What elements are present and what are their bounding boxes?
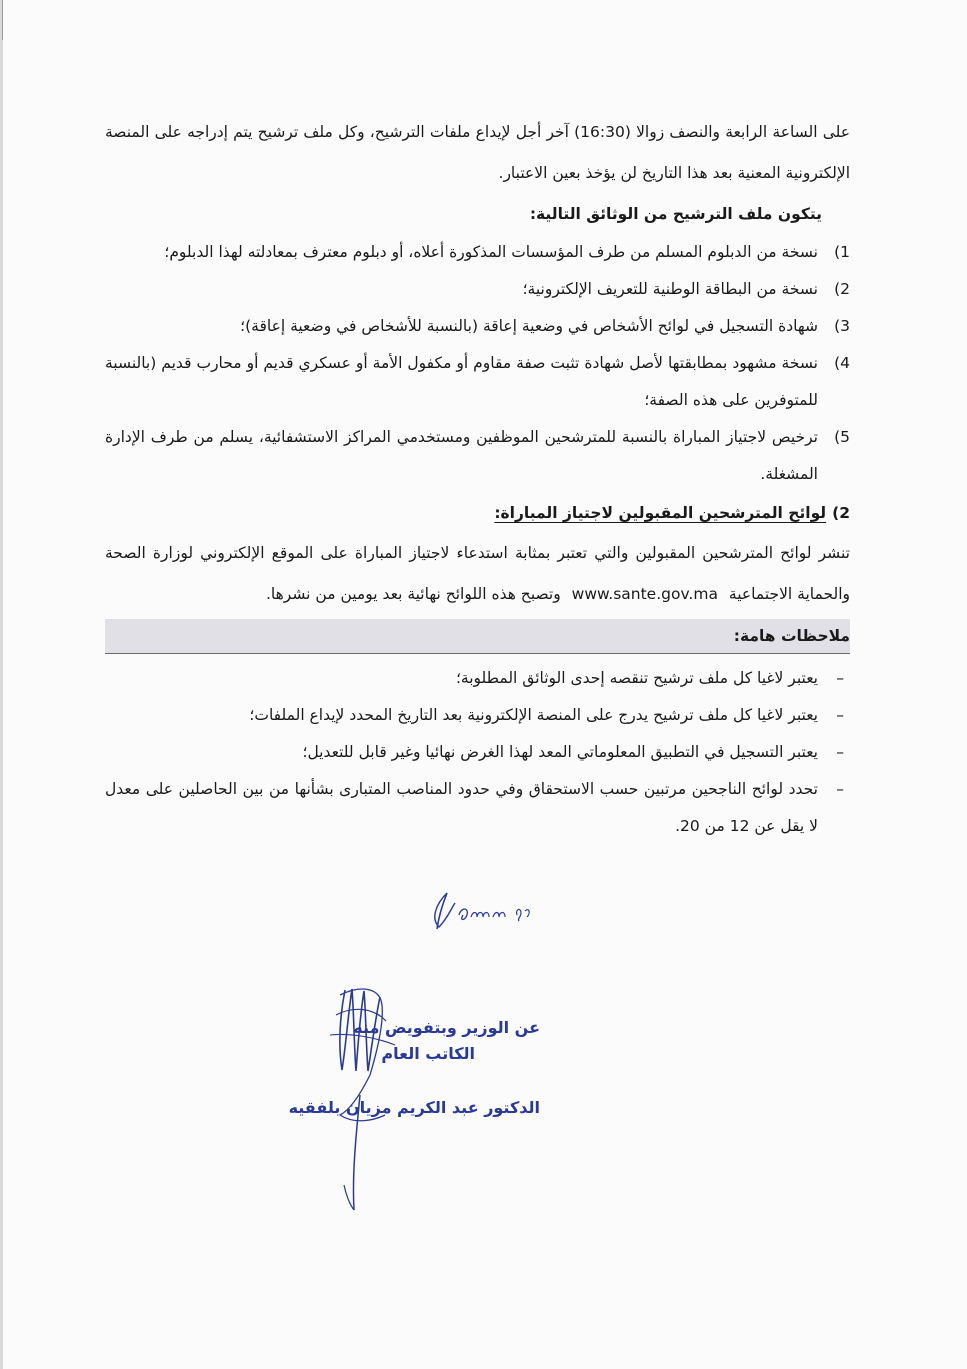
item-number: 2) [834, 280, 850, 298]
publication-paragraph [105, 533, 850, 615]
section-title-text: لوائح المترشحين المقبولين لاجتياز المباراة: [494, 504, 827, 522]
signature-role: الكاتب العام [381, 1044, 475, 1063]
list-item [105, 771, 850, 845]
documents-list [105, 234, 850, 493]
item-text: نسخة من الدبلوم المسلم من طرف المؤسسات المذكورة أعلاه، أو دبلوم معترف بمعادلته لهذا الدبلوم؛ [164, 243, 818, 261]
lists-section-title [105, 493, 850, 533]
list-item [105, 271, 850, 308]
publication-text-end: وتصبح هذه اللوائح نهائية بعد يومين من نشرها. [265, 585, 561, 603]
note-text: يعتبر لاغيا كل ملف ترشيح تنقصه إحدى الوثائق المطلوبة؛ [455, 669, 818, 687]
handwritten-signature [300, 975, 410, 1220]
documents-heading: يتكون ملف الترشيح من الوثائق التالية: [529, 205, 822, 223]
note-text: تحدد لوائح الناجحين مرتبين حسب الاستحقاق وفي حدود المناصب المتبارى بشأنها من بين الحاصلين على معدل لا يقل عن 12 من 20. [105, 780, 818, 835]
note-text: يعتبر لاغيا كل ملف ترشيح يدرج على المنصة الإلكترونية بعد التاريخ المحدد لإيداع الملفات؛ [249, 706, 818, 724]
list-item [105, 660, 850, 697]
list-item [105, 234, 850, 271]
dash-bullet: – [836, 743, 844, 761]
handwritten-initials [425, 885, 545, 935]
item-number: 1) [834, 243, 850, 261]
ministry-url: www.sante.gov.ma [571, 585, 718, 603]
item-text: ترخيص لاجتياز المباراة بالنسبة للمترشحين الموظفين ومستخدمي المراكز الاستشفائية، يسلم من طرف الإدارة المشغلة. [105, 428, 818, 483]
list-item [105, 734, 850, 771]
list-item [105, 345, 850, 419]
item-number: 3) [834, 317, 850, 335]
notes-heading: ملاحظات هامة: [105, 619, 850, 654]
intro-paragraph: على الساعة الرابعة والنصف زوالا (16:30) آخر أجل لإيداع ملفات الترشيح، وكل ملف ترشيح يتم إدراجه على المنصة الإلكترونية المعنية بعد هذا التاريخ لن يؤخذ بعين الاعتبار. [105, 123, 851, 182]
dash-bullet: – [836, 669, 844, 687]
signature-title: عن الوزير وبتفويض منه [353, 1018, 540, 1037]
list-item [105, 697, 850, 734]
item-text: نسخة من البطاقة الوطنية للتعريف الإلكترونية؛ [522, 280, 818, 298]
list-item [105, 308, 850, 345]
scan-edge-mark [2, 0, 3, 40]
dash-bullet: – [836, 706, 844, 724]
publication-text: تنشر لوائح المترشحين المقبولين والتي تعتبر بمثابة استدعاء لاجتياز المباراة على الموقع الإلكتروني لوزارة الصحة والحماية الاجتماعية [105, 544, 850, 603]
notes-list [105, 660, 850, 845]
section-number: 2) [832, 504, 850, 522]
note-text: يعتبر التسجيل في التطبيق المعلوماتي المعد لهذا الغرض نهائيا وغير قابل للتعديل؛ [302, 743, 818, 761]
item-text: شهادة التسجيل في لوائح الأشخاص في وضعية إعاقة (بالنسبة للأشخاص في وضعية إعاقة)؛ [240, 317, 818, 335]
list-item [105, 419, 850, 493]
dash-bullet: – [836, 780, 844, 798]
item-number: 4) [834, 354, 850, 372]
item-text: نسخة مشهود بمطابقتها لأصل شهادة تثبت صفة مقاوم أو مكفول الأمة أو عسكري قديم أو محارب قديم (بالنسبة للمتوفرين على هذه الصفة؛ [105, 354, 818, 409]
document-body [105, 112, 850, 845]
scan-edge [0, 0, 3, 1369]
signatory-name: الدكتور عبد الكريم مزيان بلفقيه [288, 1098, 540, 1117]
item-number: 5) [834, 428, 850, 446]
